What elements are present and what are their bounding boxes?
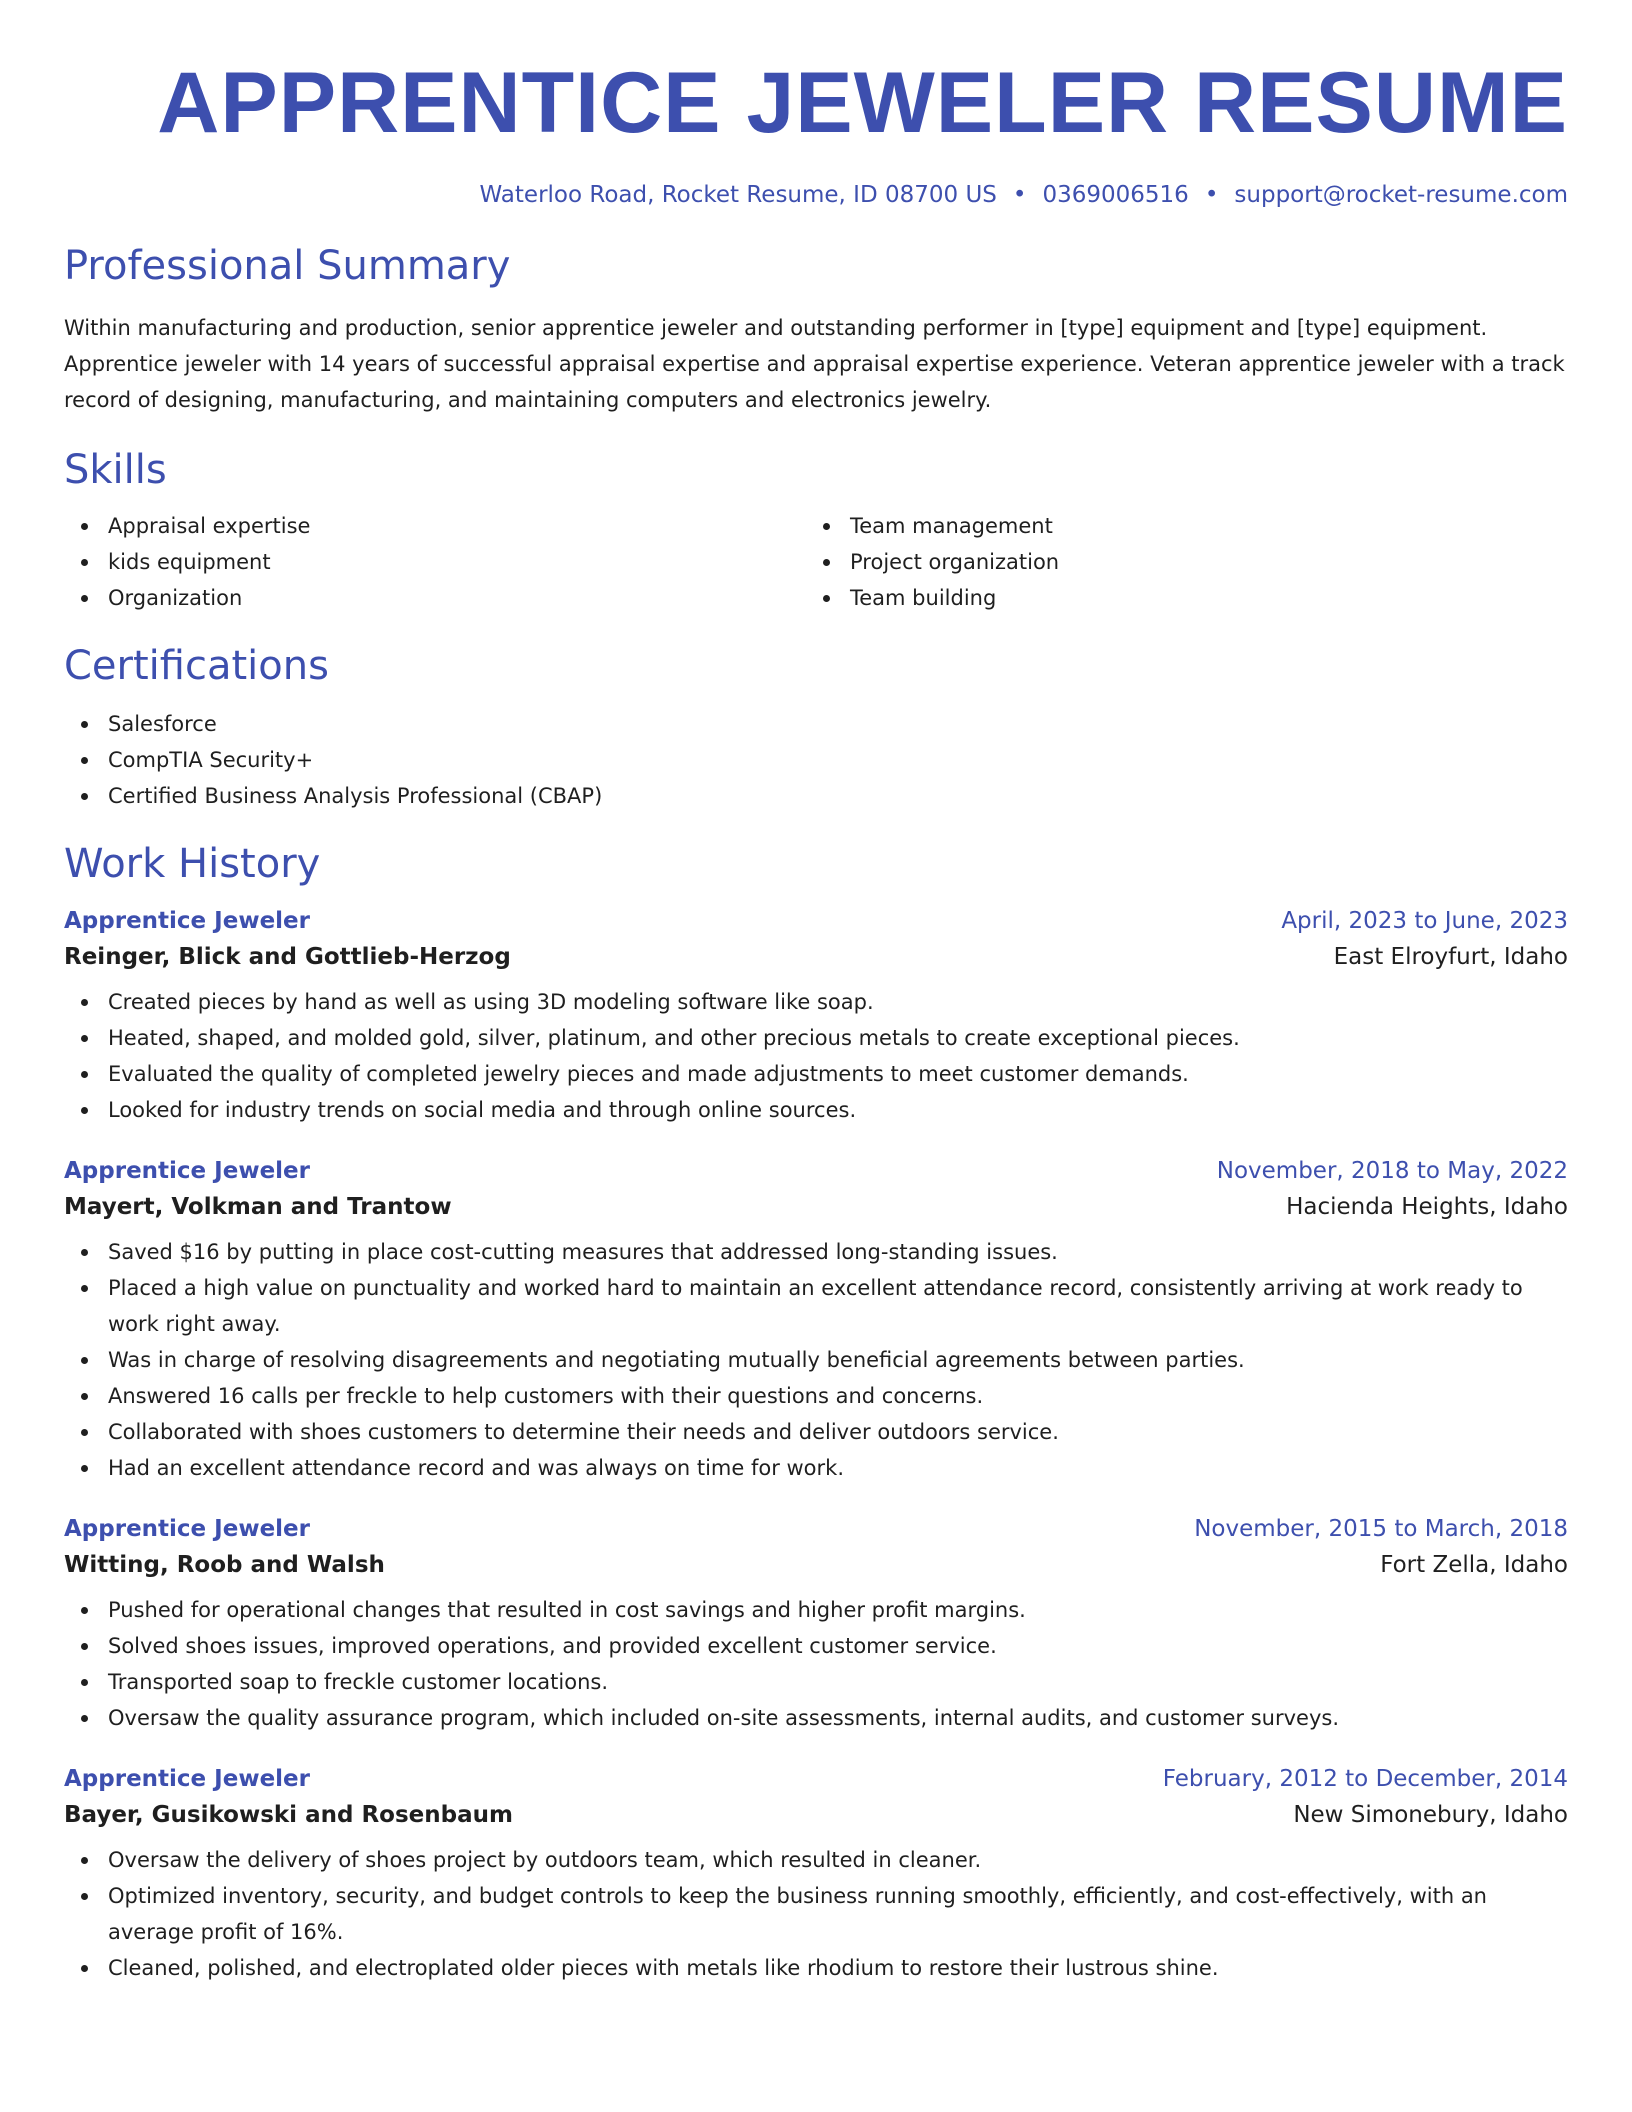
- contact-address: Waterloo Road, Rocket Resume, ID 08700 US: [479, 182, 997, 208]
- job-entry: [64, 1516, 1568, 1736]
- skill-item: kids equipment: [64, 544, 806, 580]
- resume-page: [64, 0, 1568, 2112]
- skill-item: Project organization: [806, 544, 1548, 580]
- job-company-row: [64, 1802, 1568, 1828]
- job-bullet: Looked for industry trends on social media and through online sources.: [64, 1092, 1568, 1128]
- job-bullets: [64, 1592, 1568, 1736]
- job-bullet: Oversaw the delivery of shoes project by outdoors team, which resulted in cleaner.: [64, 1842, 1568, 1878]
- skills-section: [64, 448, 1568, 616]
- job-bullets: [64, 1842, 1568, 1986]
- job-company-row: [64, 1552, 1568, 1578]
- job-entry: [64, 1158, 1568, 1486]
- job-bullet: Collaborated with shoes customers to determine their needs and deliver outdoors service.: [64, 1414, 1568, 1450]
- certifications-list: [64, 706, 1568, 814]
- job-location: New Simonebury, Idaho: [1293, 1802, 1568, 1828]
- work-history-section: [64, 842, 1568, 1986]
- job-bullet: Answered 16 calls per freckle to help customers with their questions and concerns.: [64, 1378, 1568, 1414]
- job-location: Fort Zella, Idaho: [1380, 1552, 1568, 1578]
- job-bullet: Created pieces by hand as well as using 3D modeling software like soap.: [64, 984, 1568, 1020]
- job-title: Apprentice Jeweler: [64, 1158, 310, 1184]
- job-bullet: Was in charge of resolving disagreements and negotiating mutually beneficial agreements between parties.: [64, 1342, 1568, 1378]
- certification-item: CompTIA Security+: [64, 742, 1568, 778]
- certification-item: Certified Business Analysis Professional (CBAP): [64, 778, 1568, 814]
- job-bullet: Had an excellent attendance record and was always on time for work.: [64, 1450, 1568, 1486]
- job-bullet: Oversaw the quality assurance program, which included on-site assessments, internal audits, and customer surveys.: [64, 1700, 1568, 1736]
- job-location: Hacienda Heights, Idaho: [1286, 1194, 1568, 1220]
- skills-left-list: [64, 508, 806, 616]
- job-location: East Elroyfurt, Idaho: [1333, 944, 1568, 970]
- certification-item: Salesforce: [64, 706, 1568, 742]
- skill-item: Organization: [64, 580, 806, 616]
- job-bullet: Optimized inventory, security, and budget controls to keep the business running smoothly, efficiently, and cost-effectively, with an average profit of 16%.: [64, 1878, 1568, 1950]
- job-company-row: [64, 1194, 1568, 1220]
- job-bullet: Evaluated the quality of completed jewelry pieces and made adjustments to meet customer demands.: [64, 1056, 1568, 1092]
- certifications-heading: Certifications: [64, 643, 329, 689]
- skill-item: Appraisal expertise: [64, 508, 806, 544]
- job-entry: [64, 1766, 1568, 1986]
- summary-section: [64, 244, 1568, 418]
- job-entry: [64, 908, 1568, 1128]
- job-company: Witting, Roob and Walsh: [64, 1552, 385, 1578]
- contact-email[interactable]: support@rocket-resume.com: [1234, 182, 1568, 208]
- job-bullet: Cleaned, polished, and electroplated older pieces with metals like rhodium to restore their lustrous shine.: [64, 1950, 1568, 1986]
- job-title-row: [64, 1158, 1568, 1184]
- job-dates: November, 2018 to May, 2022: [1216, 1158, 1568, 1184]
- job-company: Mayert, Volkman and Trantow: [64, 1194, 452, 1220]
- job-title: Apprentice Jeweler: [64, 908, 310, 934]
- certifications-section: [64, 644, 1568, 814]
- contact-separator: •: [1204, 182, 1219, 208]
- skills-columns: [64, 508, 1568, 616]
- contact-separator: •: [1012, 182, 1027, 208]
- job-title-row: [64, 1516, 1568, 1542]
- job-bullets: [64, 984, 1568, 1128]
- job-dates: November, 2015 to March, 2018: [1194, 1516, 1568, 1542]
- skills-right-list: [806, 508, 1548, 616]
- job-company: Reinger, Blick and Gottlieb-Herzog: [64, 944, 511, 970]
- skill-item: Team management: [806, 508, 1548, 544]
- job-title: Apprentice Jeweler: [64, 1516, 310, 1542]
- skill-item: Team building: [806, 580, 1548, 616]
- job-bullet: Placed a high value on punctuality and worked hard to maintain an excellent attendance record, consistently arriving at work ready to work right away.: [64, 1270, 1568, 1342]
- job-dates: February, 2012 to December, 2014: [1162, 1766, 1568, 1792]
- job-bullets: [64, 1234, 1568, 1486]
- contact-phone[interactable]: 0369006516: [1042, 182, 1189, 208]
- contact-line: [64, 182, 1568, 208]
- job-bullet: Solved shoes issues, improved operations, and provided excellent customer service.: [64, 1628, 1568, 1664]
- job-title-row: [64, 908, 1568, 934]
- work-history-heading: Work History: [64, 841, 321, 887]
- resume-header: [64, 0, 1568, 208]
- job-bullet: Pushed for operational changes that resulted in cost savings and higher profit margins.: [64, 1592, 1568, 1628]
- job-bullet: Heated, shaped, and molded gold, silver, platinum, and other precious metals to create exceptional pieces.: [64, 1020, 1568, 1056]
- summary-text: Within manufacturing and production, senior apprentice jeweler and outstanding performer in [type] equipment and [type] equipment. Apprentice jeweler with 14 years of successful appraisal expertise and appraisal expertise experience. Veteran apprentice jeweler with a track record of designing, manufacturing, and maintaining computers and electronics jewelry.: [64, 316, 1565, 412]
- skills-heading: Skills: [64, 447, 167, 493]
- summary-heading: Professional Summary: [64, 243, 511, 289]
- job-company-row: [64, 944, 1568, 970]
- job-title-row: [64, 1766, 1568, 1792]
- job-bullet: Transported soap to freckle customer locations.: [64, 1664, 1568, 1700]
- job-title: Apprentice Jeweler: [64, 1766, 310, 1792]
- job-company: Bayer, Gusikowski and Rosenbaum: [64, 1802, 513, 1828]
- job-dates: April, 2023 to June, 2023: [1281, 908, 1568, 934]
- job-bullet: Saved $16 by putting in place cost-cutting measures that addressed long-standing issues.: [64, 1234, 1568, 1270]
- resume-title: APPRENTICE JEWELER RESUME: [157, 55, 1568, 151]
